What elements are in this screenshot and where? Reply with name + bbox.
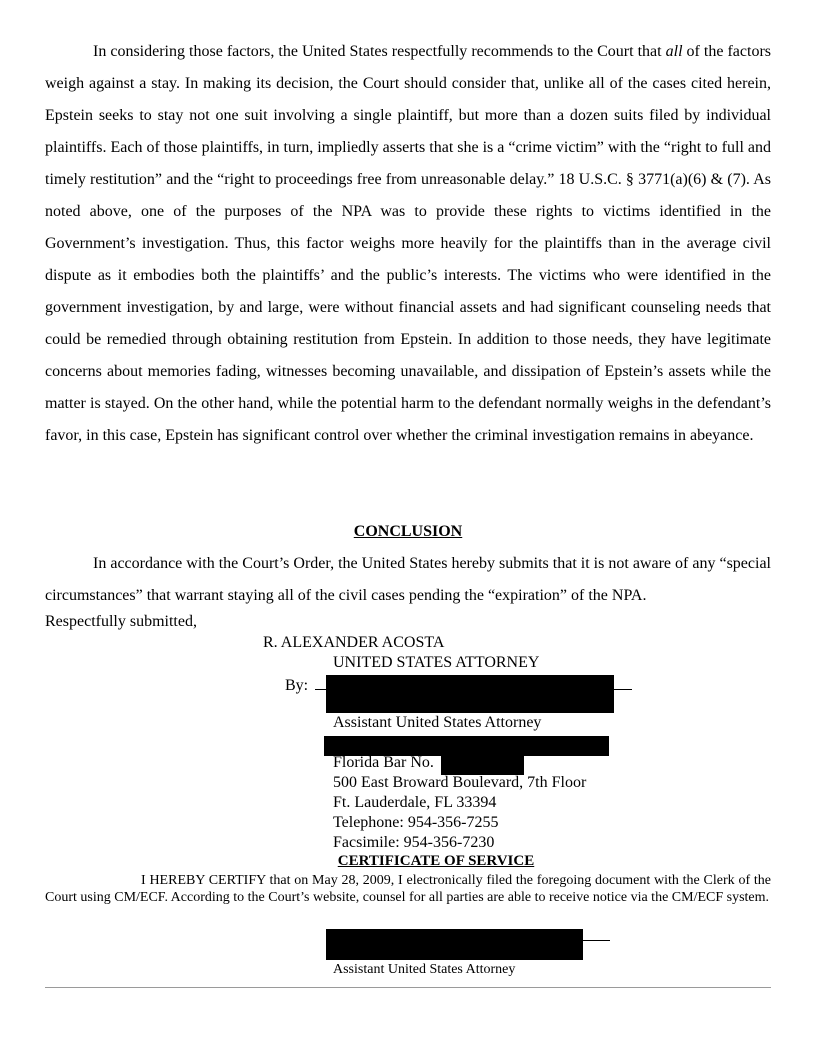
redaction-box xyxy=(326,929,583,960)
by-label: By: xyxy=(285,677,309,694)
conclusion-text: In accordance with the Court’s Order, the United States hereby submits that it is not aware of any “special circumstances” that warrant staying all of the civil cases pending the “expiration” of the NPA. xyxy=(45,555,771,604)
facsimile: Facsimile: 954-356-7230 xyxy=(333,834,495,851)
paragraph-emphasis: all xyxy=(665,43,683,60)
conclusion-paragraph xyxy=(45,548,771,612)
certificate-text: I HEREBY CERTIFY that on May 28, 2009, I electronically filed the foregoing document with the Clerk of the Court using CM/ECF. According to the Court’s website, counsel for all parties are able to receive notice via the CM/ECF system. xyxy=(45,873,771,905)
certificate-paragraph xyxy=(45,872,771,906)
redaction-box xyxy=(326,675,614,713)
address-line-1: 500 East Broward Boulevard, 7th Floor xyxy=(333,774,587,791)
signatory-title: Assistant United States Attorney xyxy=(333,714,542,731)
footer-rule xyxy=(45,987,771,988)
signatory-office: UNITED STATES ATTORNEY xyxy=(333,654,540,671)
argument-paragraph xyxy=(45,36,771,452)
certificate-signer-title: Assistant United States Attorney xyxy=(333,962,516,977)
redaction-box xyxy=(441,755,524,775)
closing-text: Respectfully submitted, xyxy=(45,613,197,630)
certificate-heading: CERTIFICATE OF SERVICE xyxy=(337,853,535,869)
signatory-name: R. ALEXANDER ACOSTA xyxy=(263,634,445,651)
bar-number-label: Florida Bar No. xyxy=(333,754,434,771)
paragraph-rest: of the factors weigh against a stay. In making its decision, the Court should consider that, unlike all of the cases cited herein, Epstein seeks to stay not one suit involving a single plaintiff, but more than a dozen suits filed by individual plaintiffs. Each of those plaintiffs, in turn, impliedly asserts that she is a “crime victim” with the “right to full and timely restitution” and the “right to proceedings free from unreasonable delay.” 18 U.S.C. § 3771(a)(6) & (7). As noted above, one of the purposes of the NPA was to provide these rights to victims identified in the Government’s investigation. Thus, this factor weighs more heavily for the plaintiffs than in the average civil dispute as it embodies both the plaintiffs’ and the public’s interests. The victims who were identified in the government investigation, by and large, were without financial assets and had significant counseling needs that could be remedied through obtaining restitution from Epstein. In addition to those needs, they have legitimate concerns about memories fading, witnesses becoming unavailable, and dissipation of Epstein’s assets while the matter is stayed. On the other hand, while the potential harm to the defendant normally weighs in the defendant’s favor, in this case, Epstein has significant control over whether the criminal investigation remains in abeyance. xyxy=(45,43,772,444)
telephone: Telephone: 954-356-7255 xyxy=(333,814,499,831)
address-line-2: Ft. Lauderdale, FL 33394 xyxy=(333,794,497,811)
paragraph-start: In considering those factors, the United States respectfully recommends to the Court that xyxy=(93,43,666,60)
conclusion-heading: CONCLUSION xyxy=(353,523,463,540)
